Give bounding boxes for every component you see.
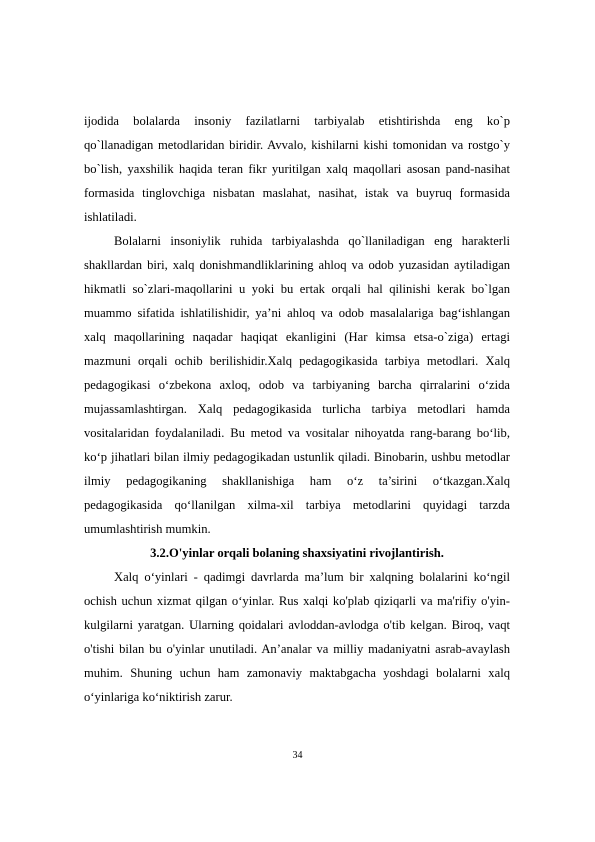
paragraph-line: ochish uchun xizmat qilgan o‘yinlar. Rus xalqi ko'plab qiziqarli va ma'rifiy o'yin-	[84, 594, 510, 608]
paragraph-line: formasida tinglovchiga nisbatan maslahat, nasihat, istak va buyruq formasida	[84, 186, 510, 200]
paragraph-line: o'tishi bilan bu o'yinlar unutiladi. An’analar va milliy madaniyatni asrab-avaylash	[84, 642, 510, 656]
paragraph-line: o‘yinlariga ko‘niktirish zarur.	[84, 690, 233, 704]
paragraph-line: mujassamlashtirgan. Xalq pedagogikasida turlicha tarbiya metodlari hamda	[84, 402, 510, 416]
paragraph-line: vositalaridan foydalaniladi. Bu metod va vositalar nihoyatda rang-barang bo‘lib,	[84, 426, 510, 440]
paragraph-line: pedagogikasi o‘zbekona axloq, odob va tarbiyaning barcha qirralarini o‘zida	[84, 378, 510, 392]
paragraph-line: bo`lish, yaxshilik haqida teran fikr yuritilgan xalq maqollari asosan pand-nasihat	[84, 162, 510, 176]
paragraph-line: Bolalarni insoniylik ruhida tarbiyalashda qo`llaniladigan eng harakterli	[114, 234, 510, 248]
paragraph-line: xalq maqollarining naqadar haqiqat ekanligini (Har kimsa etsa-o`ziga) ertagi	[84, 330, 510, 344]
paragraph-line: mazmuni orqali ochib berilishidir.Xalq pedagogikasida tarbiya metodlari. Xalq	[84, 354, 510, 368]
paragraph-line: ishlatiladi.	[84, 210, 137, 224]
paragraph-line: shakllardan biri, xalq donishmandliklarining ahloq va odob yuzasidan aytiladigan	[84, 258, 510, 272]
paragraph-line: pedagogikasida qo‘llanilgan xilma-xil tarbiya metodlarini quyidagi tarzda	[84, 498, 510, 512]
paragraph-line: hikmatli so`zlari-maqollarini u yoki bu ertak orqali hal qilinishi kerak bo`lgan	[84, 282, 510, 296]
section-heading: 3.2.O'yinlar orqali bolaning shaxsiyatini rivojlantirish.	[150, 546, 444, 560]
paragraph-line: Xalq o‘yinlari - qadimgi davrlarda ma’lum bir xalqning bolalarini ko‘ngil	[114, 570, 510, 584]
paragraph-line: qo`llanadigan metodlaridan biridir. Avvalo, kishilarni kishi tomonidan va rostgo`y	[84, 138, 510, 152]
paragraph-line: muammo sifatida ishlatilishidir, ya’ni ahloq va odob masalalariga bag‘ishlangan	[84, 306, 510, 320]
paragraph-line: ko‘p jihatlari bilan ilmiy pedagogikadan ustunlik qiladi. Binobarin, ushbu metodlar	[84, 450, 510, 464]
page-number: 34	[292, 750, 303, 761]
paragraph-line: muhim. Shuning uchun ham zamonaviy maktabgacha yoshdagi bolalarni xalq	[84, 666, 510, 680]
paragraph-line: kulgilarni yaratgan. Ularning qoidalari avloddan-avlodga o'tib kelgan. Biroq, vaqt	[84, 618, 510, 632]
paragraph-line: ijodida bolalarda insoniy fazilatlarni tarbiyalab etishtirishda eng ko`p	[84, 114, 510, 128]
paragraph-line: ilmiy pedagogikaning shakllanishiga ham o‘z ta’sirini o‘tkazgan.Xalq	[84, 474, 510, 488]
paragraph-line: umumlashtirish mumkin.	[84, 522, 211, 536]
